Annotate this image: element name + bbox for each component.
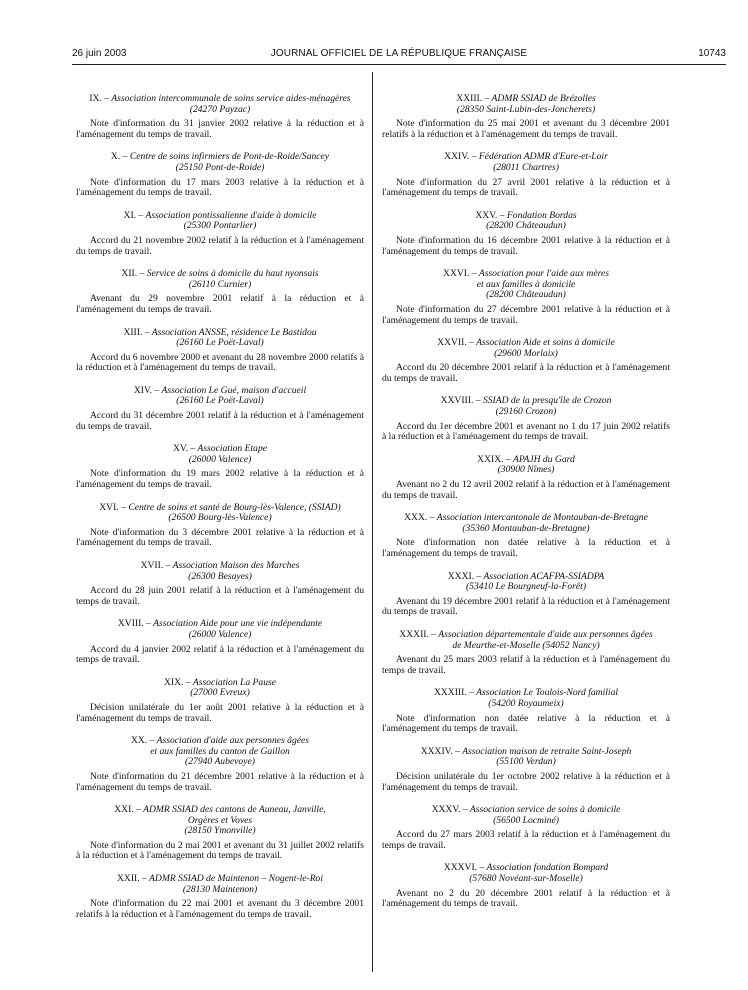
entry-heading-line <box>76 280 364 291</box>
entry-body: Avenant du 25 mars 2003 relatif à la réduction et à l'aménagement du temps de travail. <box>382 654 670 676</box>
entry-heading-text: Association pontissalienne d'aide à domicile <box>145 209 317 221</box>
entry-heading-line <box>382 757 670 768</box>
entry-heading <box>382 455 670 476</box>
entry-heading <box>382 338 670 359</box>
entry-heading <box>382 863 670 884</box>
entry-item <box>76 736 364 793</box>
entry-number: XVIII. – <box>117 618 151 630</box>
entry-item <box>382 688 670 734</box>
entry-heading <box>76 152 364 173</box>
entry-number: XVI. – <box>99 501 126 513</box>
entry-heading-text: (56500 Locminé) <box>493 814 559 826</box>
entry-heading-text: (26000 Valence) <box>188 628 252 640</box>
entry-heading-text: Association Le Toulois-Nord familial <box>476 687 619 699</box>
entry-number: XXII. – <box>116 873 147 885</box>
entry-item <box>382 747 670 793</box>
column-divider <box>372 72 373 972</box>
entry-heading-line <box>76 757 364 768</box>
entry-heading-text: Association Aide pour une vie indépendante <box>153 618 323 630</box>
entry-number: XXXVI. – <box>443 862 485 874</box>
entry-heading-line <box>382 465 670 476</box>
entry-number: XXXV. – <box>431 804 468 816</box>
entry-heading <box>76 736 364 768</box>
entry-heading-line <box>382 582 670 593</box>
entry-heading-text: (26110 Curnier) <box>188 278 252 290</box>
entry-heading-text: (26300 Besayes) <box>188 570 252 582</box>
entry-item <box>382 269 670 326</box>
entry-heading-text: (35360 Montauban-de-Bretagne) <box>462 522 590 534</box>
entry-heading-line <box>76 396 364 407</box>
entry-heading <box>76 444 364 465</box>
entry-heading <box>382 513 670 534</box>
entry-heading-text: (57680 Novéant-sur-Moselle) <box>469 873 583 885</box>
page-header <box>72 48 726 64</box>
entry-heading-text: Orgères et Voves <box>187 814 253 826</box>
entry-heading <box>76 94 364 115</box>
entry-number: XVII. – <box>140 560 171 571</box>
entry-number: XXXIV. – <box>420 745 460 757</box>
entry-heading-text: (28011 Chartres) <box>493 161 559 173</box>
entry-heading-line <box>382 221 670 232</box>
entry-item <box>76 211 364 257</box>
entry-item <box>76 386 364 432</box>
left-column <box>76 94 364 932</box>
entry-item <box>382 572 670 618</box>
entry-body: Accord du 4 janvier 2002 relatif à la réduction et à l'aménagement du temps de travail. <box>76 643 364 666</box>
entry-number: XXXIII. – <box>433 687 474 699</box>
entry-heading-text: ADMR SSIAD de Brézolles <box>491 93 596 104</box>
entry-item <box>76 444 364 490</box>
entry-body: Décision unilatérale du 1er août 2001 relative à la réduction et à l'aménagement du temps de travail. <box>76 701 364 724</box>
entry-item <box>76 328 364 374</box>
entry-number: XXVII. – <box>437 337 474 349</box>
header-title: JOURNAL OFFICIEL DE LA RÉPUBLIQUE FRANÇAISE <box>270 48 528 59</box>
entry-item <box>76 805 364 862</box>
entry-heading-text: et aux familles du canton de Gaillon <box>150 745 290 757</box>
entry-heading-line <box>382 163 670 174</box>
entry-heading <box>382 747 670 768</box>
entry-heading-line <box>382 105 670 116</box>
entry-heading-text: Service de soins à domicile du haut nyonsais <box>146 268 319 280</box>
entry-body: Avenant no 2 du 20 décembre 2001 relatif à la réduction et à l'aménagement du temps de travail. <box>382 887 670 910</box>
entry-item <box>76 874 364 920</box>
header-page-number: 10743 <box>698 48 726 59</box>
entry-heading-text: ADMR SSIAD de Maintenon – Nogent-le-Roi <box>149 873 324 885</box>
entry-heading-text: (26160 Le Poët-Laval) <box>176 337 264 349</box>
entry-heading-text: Association Maison des Marches <box>172 560 300 571</box>
entry-heading-text: (27000 Evreux) <box>190 687 250 699</box>
entry-heading-line <box>76 338 364 349</box>
entry-heading-text: Fédération ADMR d'Eure-et-Loir <box>478 151 608 163</box>
entry-heading-text: et aux familles à domicile <box>476 278 576 290</box>
entry-heading-text: Association départementale d'aide aux personnes âgées <box>438 628 653 640</box>
entry-heading <box>382 211 670 232</box>
entry-number: XII. – <box>121 268 145 280</box>
entry-heading-text: (26000 Valence) <box>188 453 252 465</box>
entry-heading <box>76 211 364 232</box>
right-column <box>382 94 670 922</box>
entry-heading-text: (53410 Le Bourgneuf-la-Forêt) <box>465 581 587 593</box>
entry-number: IX. – <box>89 93 110 104</box>
entry-number: XXVI. – <box>443 268 477 280</box>
entry-item <box>76 678 364 724</box>
entry-item <box>382 630 670 676</box>
entry-heading-text: Association La Pause <box>192 676 277 688</box>
entry-body: Décision unilatérale du 1er octobre 2002 relative à la réduction et à l'aménagement du temps de travail. <box>382 770 670 793</box>
entry-number: XXXII. – <box>399 628 437 640</box>
entry-body: Accord du 21 novembre 2002 relatif à la réduction et à l'aménagement du temps de travail. <box>76 234 364 257</box>
entry-heading <box>76 269 364 290</box>
entry-heading-text: (25300 Pontarlier) <box>183 220 257 232</box>
entry-heading-text: (28200 Châteaudun) <box>486 220 566 232</box>
entry-heading-text: Association fondation Bompard <box>486 862 609 874</box>
entry-heading <box>382 805 670 826</box>
entry-item <box>382 152 670 198</box>
entry-number: XI. – <box>123 209 144 221</box>
entry-item <box>382 338 670 384</box>
entry-heading-line <box>382 290 670 301</box>
entry-heading-text: (28350 Saint-Lubin-des-Joncherets) <box>456 103 596 115</box>
entry-body: Note d'information du 22 mai 2001 et avenant du 3 décembre 2001 relatifs à la réduction et à l'aménagement du temps de travail. <box>76 898 364 920</box>
entry-heading-text: Association intercommunale de soins service aides-ménagères <box>111 93 351 104</box>
entry-heading <box>76 874 364 895</box>
entry-body: Accord du 6 novembre 2000 et avenant du 28 novembre 2000 relatifs à la réduction et à l'aménagement du temps de travail. <box>76 351 364 374</box>
entry-heading <box>382 152 670 173</box>
entry-heading-line <box>382 816 670 827</box>
entry-item <box>382 863 670 909</box>
entry-body: Accord du 28 juin 2001 relatif à la réduction et à l'aménagement du temps de travail. <box>76 585 364 607</box>
entry-heading-text: (55100 Verdun) <box>496 756 556 768</box>
entry-heading <box>76 386 364 407</box>
entry-body: Note d'information non datée relative à la réduction et à l'aménagement du temps de travail. <box>382 712 670 735</box>
entry-heading-line <box>76 221 364 232</box>
header-date: 26 juin 2003 <box>72 48 127 59</box>
entry-body: Accord du 1er décembre 2001 et avenant no 1 du 17 juin 2002 relatifs à la réduction et à l'aménagement du temps de travail. <box>382 420 670 443</box>
entry-heading-text: SSIAD de la presqu'île de Crozon <box>482 395 612 407</box>
entry-heading-line <box>382 349 670 360</box>
entry-body: Note d'information du 16 décembre 2001 relative à la réduction et à l'aménagement du temps de travail. <box>382 234 670 257</box>
entry-heading <box>76 619 364 640</box>
entry-heading-text: (25150 Pont-de-Roide) <box>175 161 265 173</box>
entry-heading-text: Association intercantonale de Montauban-de-Bretagne <box>436 512 648 524</box>
entry-heading-text: Association service de soins à domicile <box>469 804 621 816</box>
entry-heading-text: (28200 Châteaudun) <box>486 289 566 301</box>
entry-heading <box>382 630 670 651</box>
entry-body: Note d'information du 27 avril 2001 relative à la réduction et à l'aménagement du temps de travail. <box>382 176 670 199</box>
entry-body: Avenant du 29 novembre 2001 relatif à la réduction et à l'aménagement du temps de travail. <box>76 293 364 315</box>
entry-number: X. – <box>110 151 128 163</box>
entry-number: XXIII. – <box>456 93 490 104</box>
entry-heading-text: (54200 Royaumeix) <box>488 697 564 709</box>
entry-heading-line <box>76 105 364 116</box>
entry-number: XXI. – <box>114 804 141 816</box>
entry-heading-line <box>76 688 364 699</box>
entry-body: Note d'information du 27 décembre 2001 relative à la réduction et à l'aménagement du temps de travail. <box>382 303 670 326</box>
entry-heading-line <box>76 630 364 641</box>
entry-number: XXVIII. – <box>440 395 481 407</box>
entry-heading-text: Association maison de retraite Saint-Joseph <box>462 745 632 757</box>
entry-number: XXV. – <box>475 209 505 221</box>
entry-heading-line <box>76 885 364 896</box>
entry-heading <box>76 503 364 524</box>
entry-heading-text: Association pour l'aide aux mères <box>478 268 609 280</box>
entry-heading-line <box>76 455 364 466</box>
entry-heading <box>76 561 364 582</box>
entry-heading-text: (29160 Crozon) <box>495 406 557 418</box>
entry-number: XX. – <box>130 735 155 747</box>
entry-body: Note d'information du 21 décembre 2001 relative à la réduction et à l'aménagement du temps de travail. <box>76 770 364 793</box>
entry-number: XV. – <box>173 443 196 455</box>
entry-heading-text: Association ACAFPA-SSIADPA <box>483 570 605 582</box>
entry-body: Note d'information du 19 mars 2002 relative à la réduction et à l'aménagement du temps de travail. <box>76 468 364 491</box>
entry-heading <box>382 396 670 417</box>
entry-heading-text: (24270 Payzac) <box>189 103 251 115</box>
entry-body: Note d'information du 2 mai 2001 et avenant du 31 juillet 2002 relatifs à la réduction et à l'aménagement du temps de travail. <box>76 839 364 862</box>
header-rule <box>72 64 726 65</box>
entry-item <box>76 269 364 315</box>
entry-heading-line <box>76 826 364 837</box>
entry-heading-text: Association ANSSE, résidence Le Bastidou <box>151 326 317 338</box>
entry-heading-text: APAJH du Gard <box>512 453 575 465</box>
entry-heading-text: Centre de soins et santé de Bourg-lès-Valence, (SSIAD) <box>128 501 341 513</box>
entry-body: Note d'information du 25 mai 2001 et avenant du 3 décembre 2001 relatifs à la réduction et à l'aménagement du temps de travail. <box>382 118 670 140</box>
entry-body: Accord du 27 mars 2003 relatif à la réduction et à l'aménagement du temps de travail. <box>382 829 670 851</box>
entry-number: XXXI. – <box>447 570 482 582</box>
entry-item <box>382 513 670 559</box>
entry-item <box>382 396 670 442</box>
entry-item <box>382 211 670 257</box>
entry-heading-text: (27940 Aubevoye) <box>185 756 255 768</box>
entry-heading-text: (26160 Le Poët-Laval) <box>176 395 264 407</box>
entry-heading <box>382 94 670 115</box>
entry-body: Accord du 31 décembre 2001 relatif à la réduction et à l'aménagement du temps de travail. <box>76 410 364 432</box>
entry-heading-text: Association Etape <box>197 443 267 455</box>
entry-heading-text: (28150 Ymonville) <box>184 825 256 837</box>
entry-item <box>382 455 670 501</box>
entry-body: Note d'information non datée relative à la réduction et à l'aménagement du temps de travail. <box>382 537 670 559</box>
entry-heading-line <box>382 699 670 710</box>
entry-item <box>76 94 364 140</box>
entry-heading-text: Fondation Bordas <box>506 209 577 221</box>
entry-item <box>76 152 364 198</box>
entry-heading-line <box>76 513 364 524</box>
entry-heading-text: (26500 Bourg-lès-Valence) <box>168 512 272 524</box>
entry-body: Accord du 20 décembre 2001 relatif à la réduction et à l'aménagement du temps de travail. <box>382 362 670 384</box>
entry-body: Avenant no 2 du 12 avril 2002 relatif à la réduction et à l'aménagement du temps de travail. <box>382 479 670 501</box>
entry-heading-text: Association Le Gué, maison d'accueil <box>161 384 307 396</box>
entry-heading-text: (28130 Maintenon) <box>182 883 258 895</box>
entry-item <box>76 619 364 665</box>
entry-heading-text: Association Aide et soins à domicile <box>476 337 615 349</box>
entry-number: XIII. – <box>123 326 150 338</box>
entry-item <box>382 805 670 851</box>
entry-item <box>382 94 670 140</box>
entry-body: Note d'information du 31 janvier 2002 relative à la réduction et à l'aménagement du temps de travail. <box>76 118 364 140</box>
entry-heading-text: ADMR SSIAD des cantons de Auneau, Janville, <box>143 804 326 816</box>
entry-heading <box>382 688 670 709</box>
entry-number: XXIX. – <box>477 453 511 465</box>
entry-heading-text: (29600 Morlaix) <box>494 347 558 359</box>
entry-heading-line <box>382 641 670 652</box>
entry-heading <box>76 678 364 699</box>
entry-heading-text: Centre de soins infirmiers de Pont-de-Roide/Sancey <box>129 151 330 163</box>
entry-heading <box>76 805 364 837</box>
entry-heading-text: de Meurthe-et-Moselle (54052 Nancy) <box>452 639 600 651</box>
entry-number: XXX. – <box>404 512 435 524</box>
entry-heading <box>382 269 670 301</box>
entry-item <box>76 503 364 549</box>
entry-item <box>76 561 364 607</box>
entry-heading-line <box>382 407 670 418</box>
entry-number: XIV. – <box>133 384 160 396</box>
entry-body: Note d'information du 3 décembre 2001 relative à la réduction et à l'aménagement du temps de travail. <box>76 526 364 549</box>
entry-heading-line <box>382 874 670 885</box>
entry-heading <box>382 572 670 593</box>
entry-heading-line <box>76 572 364 583</box>
entry-heading-line <box>382 524 670 535</box>
entry-heading-line <box>76 163 364 174</box>
entry-number: XIX. – <box>163 676 191 688</box>
entry-heading-text: Association d'aide aux personnes âgées <box>156 735 310 747</box>
entry-heading <box>76 328 364 349</box>
entry-number: XXIV. – <box>444 151 477 163</box>
entry-body: Note d'information du 17 mars 2003 relative à la réduction et à l'aménagement du temps de travail. <box>76 176 364 199</box>
entry-heading-text: (30900 Nîmes) <box>497 464 555 476</box>
entry-body: Avenant du 19 décembre 2001 relatif à la réduction et à l'aménagement du temps de travail. <box>382 595 670 618</box>
